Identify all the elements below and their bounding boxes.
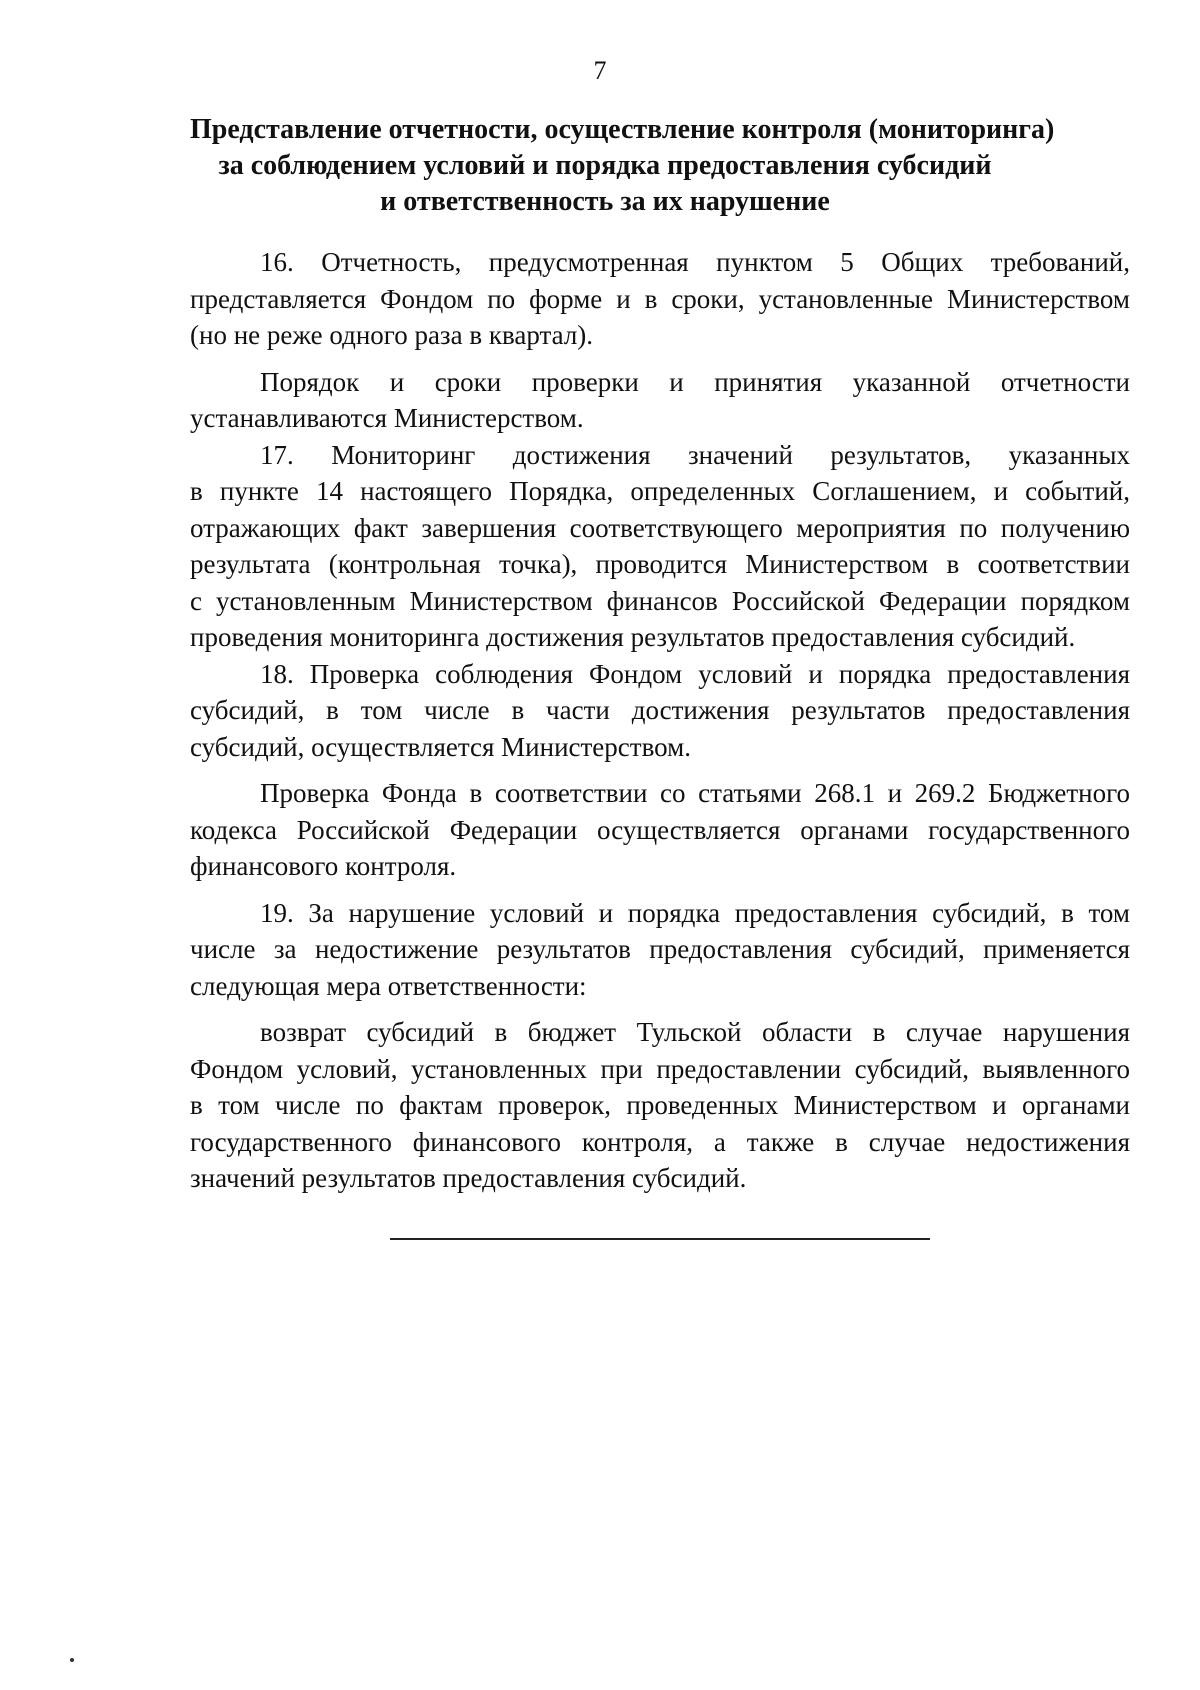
paragraph-line: 17. Мониторинг достижения значений результатов, указанных — [260, 439, 1130, 470]
paragraph-line: государственного финансового контроля, а также в случае недостижения — [190, 1126, 1130, 1157]
paragraph-line: результата (контрольная точка), проводится Министерством в соответствии — [190, 549, 1130, 579]
paragraph-19-measure — [190, 1014, 1130, 1197]
paragraph-line: кодекса Российской Федерации осуществляется органами государственного — [190, 814, 1130, 845]
paragraph-line: числе за недостижение результатов предоставления субсидий, применяется — [190, 934, 1130, 964]
paragraph-line: Проверка Фонда в соответствии со статьями 268.1 и 269.2 Бюджетного — [260, 778, 1130, 808]
heading-line: и ответственность за их нарушение — [380, 186, 830, 217]
paragraph-18 — [190, 656, 1130, 766]
paragraph-18-inspection — [190, 775, 1130, 885]
paragraph-line: следующая мера ответственности: — [190, 970, 587, 1001]
heading-line: за соблюдением условий и порядка предоставления субсидий — [218, 150, 992, 181]
paragraph-19 — [190, 895, 1130, 1005]
paragraph-line: Фондом условий, установленных при предоставлении субсидий, выявленного — [190, 1053, 1130, 1084]
heading-line: Представление отчетности, осуществление контроля (мониторинга) — [190, 114, 1055, 145]
scan-artifact-dot — [70, 1658, 74, 1662]
page-number: 7 — [593, 56, 607, 85]
paragraph-line: возврат субсидий в бюджет Тульской области в случае нарушения — [260, 1017, 1130, 1047]
paragraph-line: отражающих факт завершения соответствующего мероприятия по получению — [190, 512, 1130, 543]
paragraph-line: в том числе по фактам проверок, проведенных Министерством и органами — [190, 1090, 1130, 1120]
paragraph-16 — [190, 244, 1130, 354]
end-of-document-rule — [390, 1238, 930, 1240]
paragraph-line: 18. Проверка соблюдения Фондом условий и порядка предоставления — [260, 658, 1130, 689]
paragraph-line: (но не реже одного раза в квартал). — [190, 320, 594, 350]
paragraph-17 — [190, 437, 1130, 656]
paragraph-line: устанавливаются Министерством. — [190, 403, 584, 433]
paragraph-line: представляется Фондом по форме и в сроки, установленные Министерством — [190, 283, 1130, 314]
paragraph-line: с установленным Министерством финансов Российской Федерации порядком — [190, 585, 1130, 616]
paragraph-16-review — [190, 364, 1130, 437]
paragraph-line: Порядок и сроки проверки и принятия указанной отчетности — [260, 366, 1130, 397]
paragraph-line: значений результатов предоставления субсидий. — [190, 1163, 747, 1193]
section-heading — [190, 112, 1055, 220]
paragraph-line: 19. За нарушение условий и порядка предоставления субсидий, в том — [260, 897, 1130, 928]
document-body — [190, 244, 1130, 1197]
paragraph-line: субсидий, осуществляется Министерством. — [190, 731, 691, 762]
paragraph-line: в пункте 14 настоящего Порядка, определенных Соглашением, и событий, — [190, 476, 1130, 506]
paragraph-line: финансового контроля. — [190, 851, 457, 881]
paragraph-line: субсидий, в том числе в части достижения результатов предоставления — [190, 695, 1130, 725]
paragraph-line: проведения мониторинга достижения результатов предоставления субсидий. — [190, 622, 1076, 652]
paragraph-line: 16. Отчетность, предусмотренная пунктом 5 Общих требований, — [260, 247, 1130, 277]
